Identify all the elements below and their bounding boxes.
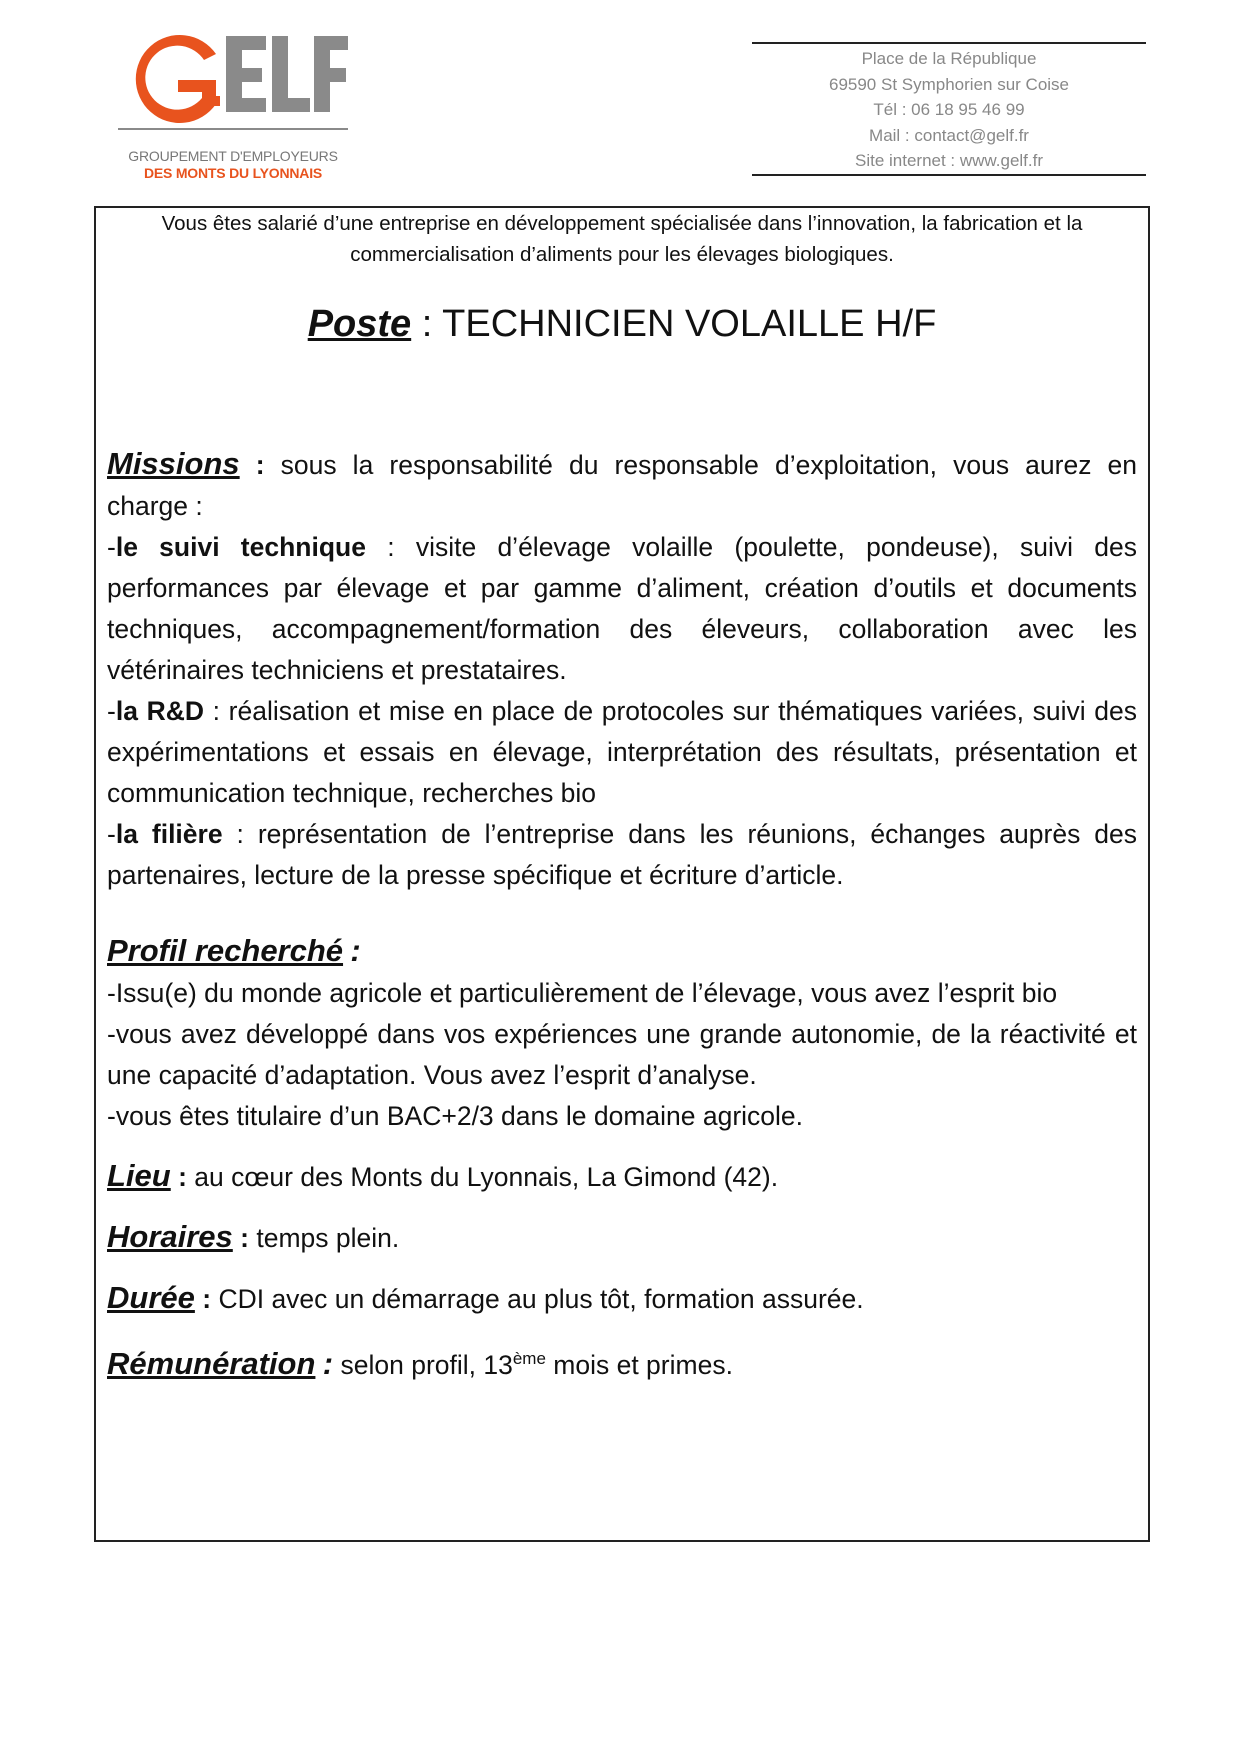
duree-colon: :	[202, 1284, 212, 1314]
duree-line	[107, 1277, 1137, 1320]
address-street: Place de la République	[861, 49, 1037, 68]
missions-colon: :	[255, 450, 265, 480]
address-mail: Mail : contact@gelf.fr	[869, 125, 1029, 145]
profil-item: -vous avez développé dans vos expériences une grande autonomie, de la réactivité et une capacité d’adaptation. Vous avez l’esprit d’analyse.	[107, 1019, 1137, 1090]
missions-heading: Missions	[107, 446, 240, 481]
duree-text: CDI avec un démarrage au plus tôt, formation assurée.	[211, 1284, 864, 1314]
remuneration-colon: :	[322, 1345, 334, 1381]
mission-item: -la R&D : réalisation et mise en place de protocoles sur thématiques variées, suivi des expérimentations et essais en élevage, interprétation des résultats, présentation et communication technique, recherches bio	[107, 696, 1137, 808]
gelf-logo-mark	[118, 24, 348, 134]
lieu-colon: :	[178, 1162, 187, 1192]
remuneration-sup: ème	[512, 1349, 546, 1368]
remuneration-heading: Rémunération	[107, 1345, 316, 1381]
profil-item: -vous êtes titulaire d’un BAC+2/3 dans le domaine agricole.	[107, 1101, 804, 1131]
horaires-line	[107, 1216, 1137, 1259]
horaires-text: temps plein.	[249, 1223, 400, 1253]
mission-item-text: : représentation de l’entreprise dans les réunions, échanges auprès des partenaires, lecture de la presse spécifique et écriture d’article.	[107, 819, 1138, 890]
intro-paragraph: Vous êtes salarié d’une entreprise en développement spécialisée dans l’innovation, la fabrication et la commercialisation d’aliments pour les élevages biologiques.	[161, 212, 1083, 266]
lieu-heading: Lieu	[107, 1158, 171, 1193]
mission-item-label: la R&D	[115, 696, 204, 726]
missions-intro-text: sous la responsabilité du responsable d’exploitation, vous aurez en charge :	[107, 450, 1137, 521]
company-logo	[118, 24, 348, 184]
duree-heading: Durée	[107, 1280, 195, 1315]
mission-item: -le suivi technique : visite d’élevage volaille (poulette, pondeuse), suivi des performances par élevage et par gamme d’aliment, création d’outils et documents techniques, accompagnement/formation des éleveurs, collaboration avec les vétérinaires techniciens et prestataires.	[107, 532, 1137, 685]
mission-item-text: : réalisation et mise en place de protocoles sur thématiques variées, suivi des expérimentations et essais en élevage, interprétation des résultats, présentation et communication technique, recherches bio	[107, 696, 1137, 808]
address-city: 69590 St Symphorien sur Coise	[828, 74, 1070, 94]
profil-item: -Issu(e) du monde agricole et particulièrement de l’élevage, vous avez l’esprit bio	[107, 978, 1058, 1008]
address-block	[752, 42, 1146, 176]
missions-intro	[107, 443, 1137, 527]
profil-colon: :	[350, 933, 361, 968]
logo-subtitle-line2: DES MONTS DU LYONNAIS	[143, 165, 323, 181]
lieu-text: au cœur des Monts du Lyonnais, La Gimond (42).	[186, 1162, 779, 1192]
remuneration-line	[107, 1338, 1137, 1386]
job-title	[112, 300, 1132, 348]
mission-item-text: : visite d’élevage volaille (poulette, pondeuse), suivi des performances par élevage et par gamme d’aliment, création d’outils et documents techniques, accompagnement/formation des éleveurs, collaboration avec les vétérinaires techniciens et prestataires.	[107, 532, 1137, 685]
address-website: Site internet : www.gelf.fr	[854, 151, 1044, 170]
horaires-heading: Horaires	[107, 1219, 233, 1254]
lieu-line	[107, 1155, 1137, 1198]
remuneration-text-after: mois et primes.	[545, 1349, 733, 1380]
logo-subtitle-line1: GROUPEMENT D'EMPLOYEURS	[128, 148, 338, 164]
remuneration-text-before: selon profil, 13	[333, 1349, 513, 1380]
mission-item-label: la filière	[115, 819, 223, 849]
job-title-label: Poste	[307, 303, 412, 345]
job-offer-content	[107, 443, 1137, 1386]
horaires-colon: :	[240, 1223, 249, 1253]
profil-heading-line	[107, 930, 1137, 973]
job-title-value: : TECHNICIEN VOLAILLE H/F	[411, 303, 937, 345]
mission-item: -la filière : représentation de l’entreprise dans les réunions, échanges auprès des partenaires, lecture de la presse spécifique et écriture d’article.	[107, 819, 1138, 890]
mission-item-label: le suivi technique	[115, 532, 366, 562]
address-phone: Tél : 06 18 95 46 99	[873, 100, 1025, 119]
profil-heading: Profil recherché	[107, 933, 344, 968]
logo-subtitle	[118, 148, 348, 182]
